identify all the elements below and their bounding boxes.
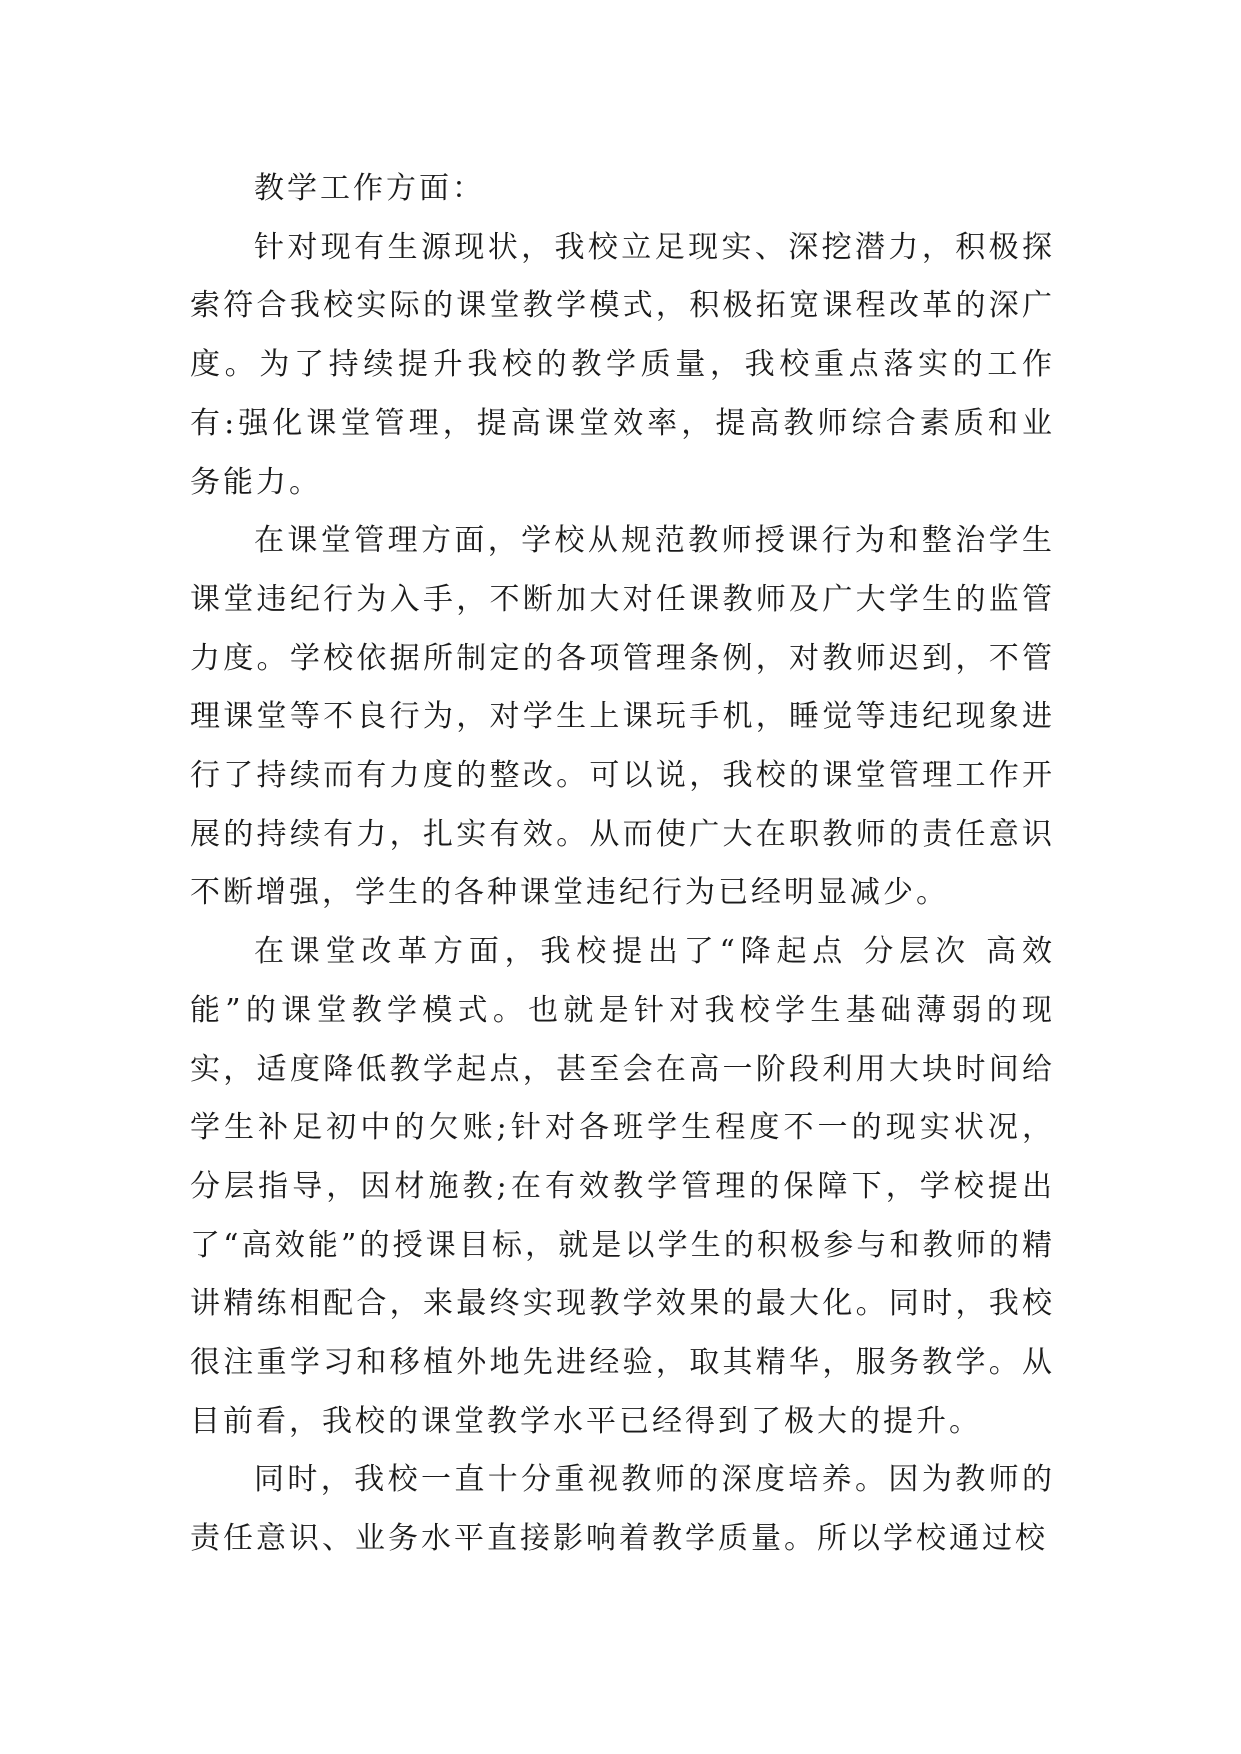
section-heading: 教学工作方面： (254, 171, 485, 206)
paragraph-classroom-reform: 在课堂改革方面，我校提出了“降起点 分层次 高效能”的课堂教学模式。也就是针对我校学生基础薄弱的现实，适度降低教学起点，甚至会在高一阶段利用大块时间给学生补足初中的欠账;针对各班学生程度不一的现实状况，分层指导，因材施教;在有效教学管理的保障下，学校提出了“高效能”的授课目标，就是以学生的积极参与和教师的精讲精练相配合，来最终实现教学效果的最大化。同时，我校很注重学习和移植外地先进经验，取其精华，服务教学。从目前看，我校的课堂教学水平已经得到了极大的提升。 (190, 934, 1055, 1439)
paragraph-classroom-management: 在课堂管理方面，学校从规范教师授课行为和整治学生课堂违纪行为入手，不断加大对任课教师及广大学生的监管力度。学校依据所制定的各项管理条例，对教师迟到，不管理课堂等不良行为，对学生上课玩手机，睡觉等违纪现象进行了持续而有力度的整改。可以说，我校的课堂管理工作开展的持续有力，扎实有效。从而使广大在职教师的责任意识不断增强，学生的各种课堂违纪行为已经明显减少。 (190, 523, 1055, 911)
document-body (190, 160, 1055, 1569)
paragraph-teacher-training: 同时，我校一直十分重视教师的深度培养。因为教师的责任意识、业务水平直接影响着教学质量。所以学校通过校 (190, 1462, 1055, 1557)
paragraph-teaching-overview: 针对现有生源现状，我校立足现实、深挖潜力，积极探索符合我校实际的课堂教学模式，积极拓宽课程改革的深广度。为了持续提升我校的教学质量，我校重点落实的工作有:强化课堂管理，提高课堂效率，提高教师综合素质和业务能力。 (190, 229, 1055, 500)
